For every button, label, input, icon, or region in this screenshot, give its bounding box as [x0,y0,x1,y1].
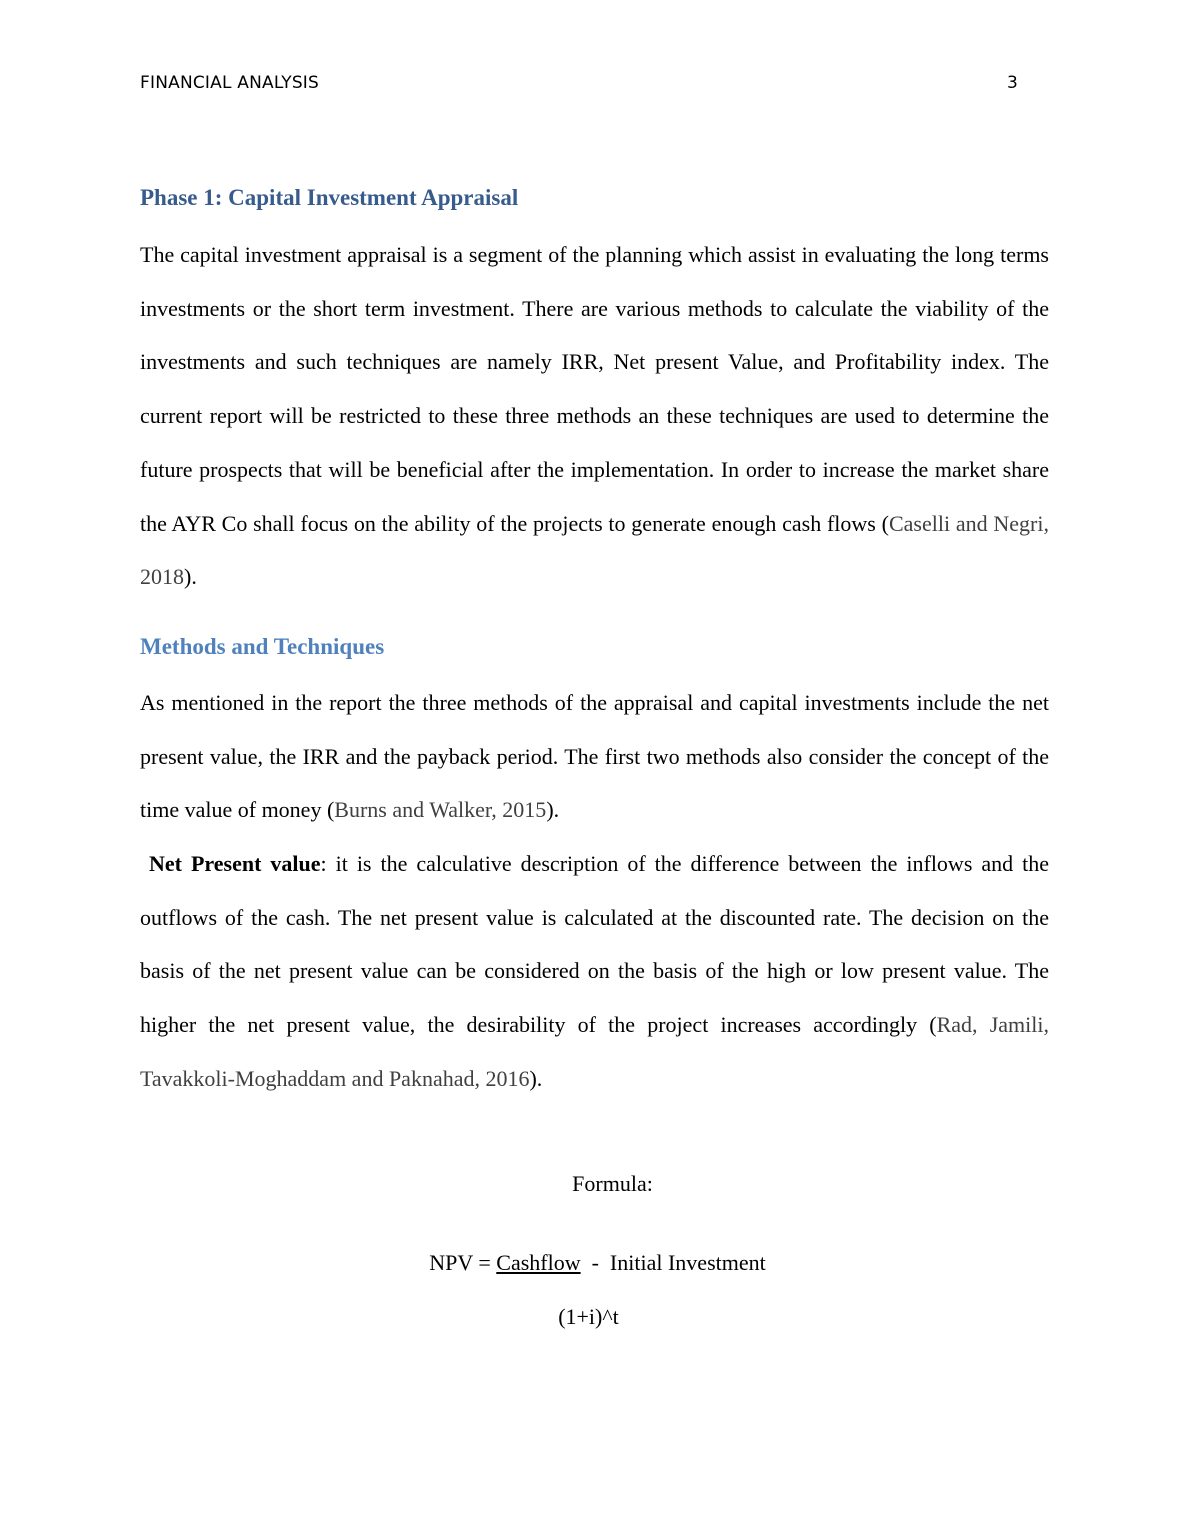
formula-label: Formula: [572,1171,653,1196]
citation: Caselli and Negri, 2018 [140,510,1049,590]
paragraph-capital-investment [140,228,1049,604]
paragraph-methods [140,676,1049,837]
running-head: FINANCIAL ANALYSIS [140,73,320,93]
formula-numerator: Cashflow [496,1250,581,1275]
paragraph-text [140,228,1049,604]
section-heading-methods: Methods and Techniques [140,634,385,659]
npv-term: Net Present value [148,851,321,876]
paragraph-body: The capital investment appraisal is a segment of the planning which assist in evaluating the long terms investments or the short term investment. There are various methods to calculate the viability of the investments and such techniques are namely IRR, Net present Value, and Profitability index. The current report will be restricted to these three methods an these techniques are used to determine the future prospects that will be beneficial after the implementation. In order to increase the market share the AYR Co shall focus on the ability of the projects to generate enough cash flows ( [140,242,1049,536]
paragraph-end: ). [184,564,197,590]
paragraph-text [140,676,1049,837]
paragraph-end: ). [546,797,560,823]
formula-prefix: NPV = [429,1250,497,1275]
paragraph-end: ). [529,1065,543,1091]
paragraph-text [140,837,1049,1106]
section-heading-phase-1: Phase 1: Capital Investment Appraisal [140,185,519,210]
formula-suffix: - Initial Investment [580,1250,766,1275]
citation: Burns and Walker, 2015 [334,797,547,823]
formula-denominator: (1+i)^t [558,1304,619,1329]
paragraph-body: As mentioned in the report the three methods of the appraisal and capital investments include the net present value, the IRR and the payback period. The first two methods also consider the concept of the time value of money ( [140,690,1049,823]
paragraph-body: : it is the calculative description of the difference between the inflows and the outflows of the cash. The net present value is calculated at the discounted rate. The decision on the basis of the net present value can be considered on the basis of the high or low present value. The higher the net present value, the desirability of the project increases accordingly ( [140,851,1049,1038]
npv-formula [143,1250,1052,1276]
paragraph-npv [140,837,1049,1106]
citation: Rad, Jamili, Tavakkoli-Moghaddam and Paknahad, 2016 [140,1012,1049,1091]
page-number: 3 [1007,73,1018,93]
